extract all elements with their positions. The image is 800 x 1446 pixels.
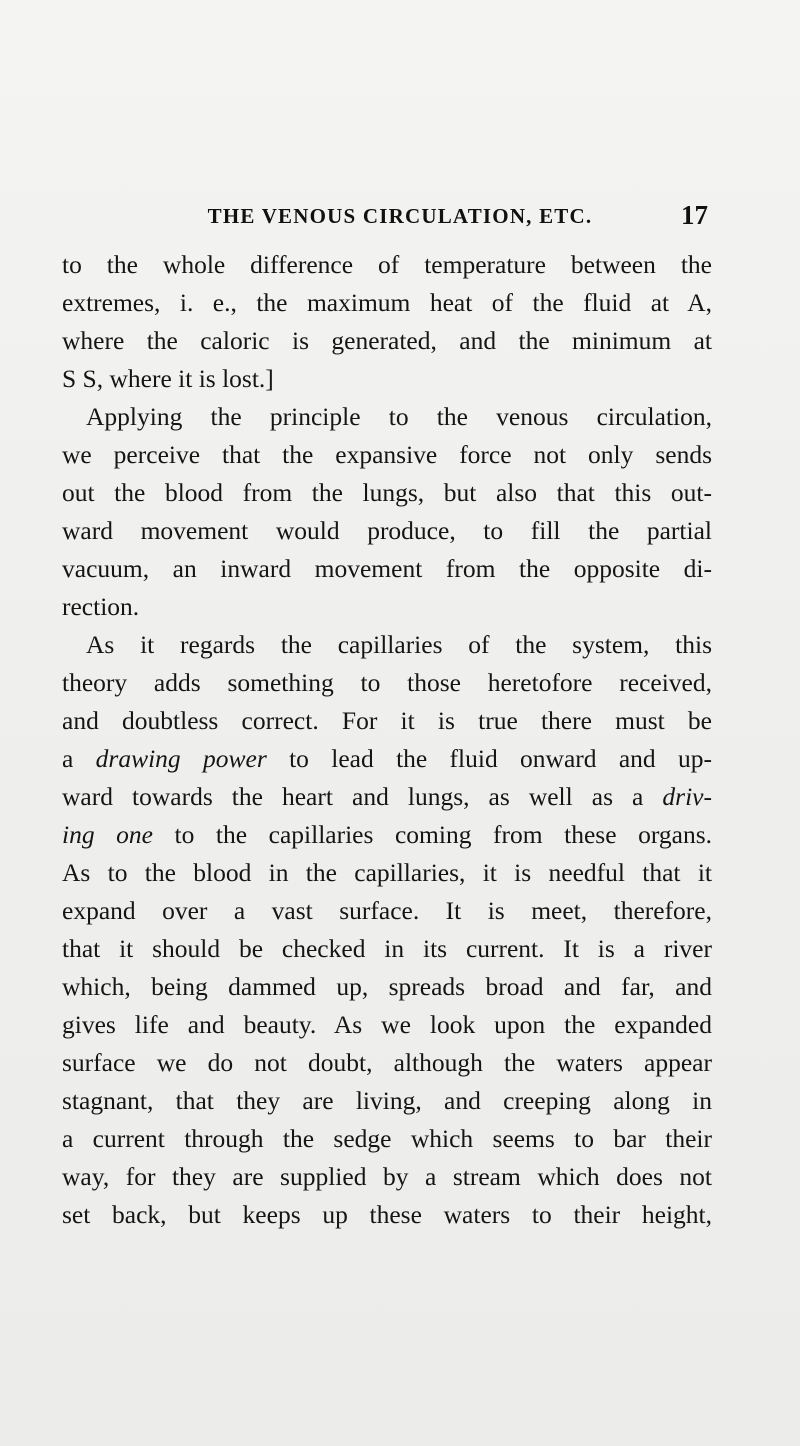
text-line: to the whole difference of temperature between the [62, 250, 712, 279]
italic-phrase: ing one [62, 820, 153, 849]
text-fragment: ward towards the heart and lungs, as well as a [62, 782, 663, 811]
text-line: S S, where it is lost.] [62, 364, 274, 393]
text-line: As it regards the capillaries of the system, this [86, 630, 712, 659]
text-line: expand over a vast surface. It is meet, therefore, [62, 896, 712, 925]
page-number: 17 [681, 200, 708, 230]
running-title: THE VENOUS CIRCULATION, ETC. [207, 204, 593, 228]
text-fragment: a [62, 744, 96, 773]
text-line: rection. [62, 592, 140, 621]
text-line: stagnant, that they are living, and creeping along in [62, 1086, 712, 1115]
italic-phrase: drawing power [95, 744, 267, 773]
text-line: out the blood from the lungs, but also that this out- [62, 478, 712, 507]
running-head [0, 200, 800, 238]
text-line: surface we do not doubt, although the waters appear [62, 1048, 712, 1077]
text-line: ward movement would produce, to fill the partial [62, 516, 712, 545]
text-fragment: to the capillaries coming from these organs. [152, 820, 712, 849]
text-line: that it should be checked in its current. It is a river [62, 934, 712, 963]
text-fragment: to lead the fluid onward and up- [266, 744, 712, 773]
text-line: vacuum, an inward movement from the opposite di- [62, 554, 712, 583]
text-line: extremes, i. e., the maximum heat of the fluid at A, [62, 288, 712, 317]
text-line: way, for they are supplied by a stream which does not [62, 1162, 712, 1191]
text-line: gives life and beauty. As we look upon the expanded [62, 1010, 712, 1039]
text-line: As to the blood in the capillaries, it is needful that it [62, 858, 712, 887]
text-line [62, 740, 712, 778]
text-line: we perceive that the expansive force not only sends [62, 440, 712, 469]
text-line [62, 778, 712, 816]
text-line: theory adds something to those heretofore received, [62, 668, 712, 697]
text-line: and doubtless correct. For it is true there must be [62, 706, 712, 735]
text-line [62, 816, 712, 854]
text-line: set back, but keeps up these waters to their height, [62, 1200, 712, 1229]
italic-phrase: driv- [662, 782, 712, 811]
text-line: where the caloric is generated, and the minimum at [62, 326, 712, 355]
body-text [62, 246, 712, 1234]
text-line: which, being dammed up, spreads broad and far, and [62, 972, 712, 1001]
text-line: a current through the sedge which seems to bar their [62, 1124, 712, 1153]
text-line: Applying the principle to the venous circulation, [86, 402, 712, 431]
